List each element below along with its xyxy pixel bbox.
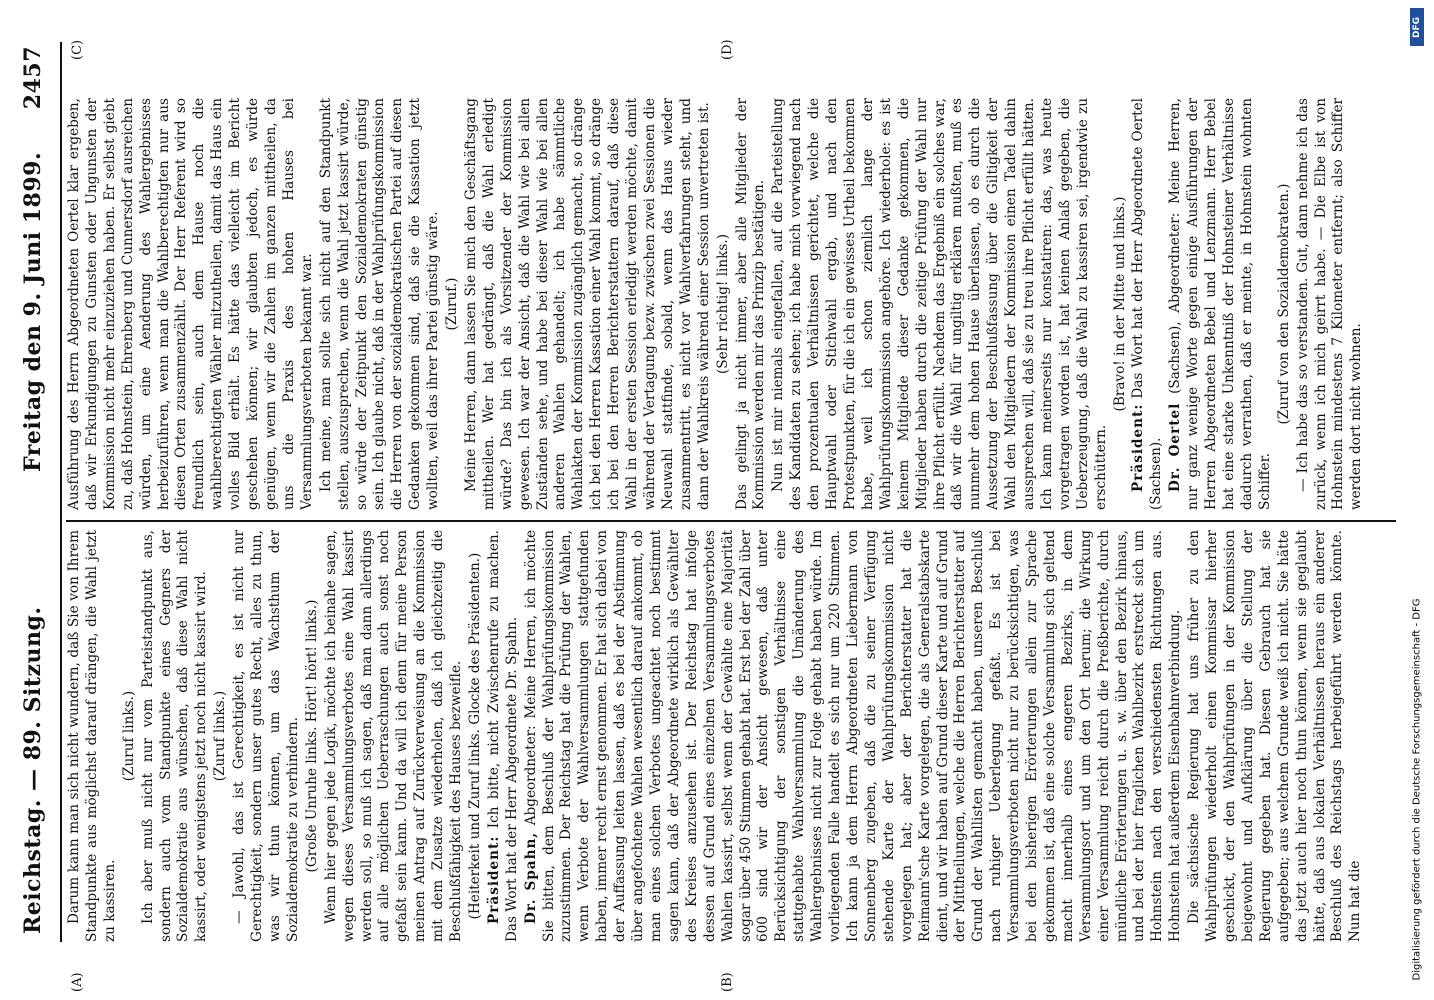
speaker-name: Präsident: [1130, 403, 1147, 492]
paragraph-text: (Sehr richtig! links.) [714, 233, 731, 375]
paragraph [486, 530, 522, 942]
digitization-note [1402, 20, 1432, 980]
paragraph [523, 530, 1186, 942]
paragraph [1186, 530, 1365, 942]
paragraph-text: (Sachsen), Abgeordneter: Meine Herren, nur ganz wenige Worte gegen einige Ausführungen der Herren Abgeordneten Bebel und Lenzmann. Herr Bebel hat eine starke Unkenntniß der Hohnsteiner Verhältnisse dadurch verrathen, daß er meinte, in Hohnstein wohnten Schiffer. [1167, 98, 1273, 510]
paragraph [467, 530, 485, 942]
paragraph [231, 530, 303, 942]
speaker-name: Dr. Oertel [1167, 402, 1184, 492]
paragraph [121, 530, 139, 942]
margin-mark-b: (B) [720, 972, 735, 992]
paragraph-text: (Zuruf von den Sozialdemokraten.) [1275, 183, 1292, 425]
paragraph [444, 98, 462, 510]
paragraph [140, 530, 212, 942]
paragraph-text: Ausführung des Herrn Abgeordneten Oertel klar ergeben, daß wir Erkundigungen zu Gunsten oder Ungunsten der Kommission nicht mehr einzuziehen haben. Er selbst giebt zu, daß Hohnstein, Ehrenberg und Cunnersdorf ausreichen würden, um eine Aenderung des Wahlergebnisses herbeizuführen, wenn man die Wahlberechtigten nur aus diesen Orten zusammenzählt. Der Herr Referent wird so freundlich sein, auch dem Hause noch die wahlberechtigten Wähler mitzutheilen, damit das Haus ein volles Bild erhält. Es hätte das vielleicht im Bericht geschehen können; wir glaubten jedoch, es würde genügen, wenn wir die Zahlen im ganzen mittheilen, da uns die Praxis des hohen Hauses bei Versammlungsverboten bekannt war. [66, 98, 315, 510]
dfg-logo: DFG [1410, 8, 1424, 46]
paragraph-text: (Heiterkeit und Zuruf links. Glocke des Präsidenten.) [466, 552, 483, 920]
margin-mark-a: (A) [70, 972, 85, 992]
paragraph-text: (Bravo! in der Mitte und links.) [1111, 196, 1128, 412]
paragraph [323, 530, 466, 942]
paragraph-text: — Jawohl, das ist Gerechtigkeit, es ist nicht nur Gerechtigkeit, sondern unser gutes Recht, alles zu thun, was wir thun können, um das Wachsthum der Sozialdemokratie zu verhindern. [231, 530, 301, 942]
paragraph [463, 98, 714, 510]
paragraph-text: Nun ist mir niemals eingefallen, auf die Parteistellung des Kandidaten zu sehen; ich habe mich vorwiegend nach den prozentualen Verhältnissen gerichtet, welche die Hauptwahl oder Stichwahl ergab, und nach den Protestpunkten, für die ich ein gewisses Urtheil bekommen habe, weil ich schon ziemlich lange der Wahlprüfungskommission angehöre. Ich wiederhole: es ist keinem Mitgliede dieser Gedanke gekommen, die Mitglieder haben durch die zeitige Prüfung der Wahl nur ihre Pflicht erfüllt. Nachdem das Ergebniß ein solches war, daß wir die Wahl für ungiltig erklären mußten, muß es nunmehr dem hohen Hause überlassen, ob es durch die Aussetzung der Beschlußfassung über die Giltigkeit der Wahl den Mitgliedern der Kommission einen Tadel dahin aussprechen will, daß sie zu treu ihre Pflicht erfüllt hätten. Ich kann meinerseits nur konstatiren: das, was heute vorgetragen worden ist, hat keinen Anlaß gegeben, die Ueberzeugung, daß die Wahl zu kassiren sei, irgendwie zu erschüttern. [770, 98, 1109, 510]
speaker-name: Präsident: [485, 835, 502, 924]
paragraph-text: (Zuruf.) [444, 277, 461, 331]
paragraph [770, 98, 1110, 510]
paragraph-text: Das gelingt ja nicht immer, aber alle Mitglieder der Kommission werden mir das Prinzip bestätigen. [733, 98, 768, 510]
page-number: 2457 [20, 46, 46, 110]
paragraph [304, 530, 322, 942]
paragraph-text: — Ich habe das so verstanden. Gut, dann nehme ich das zurück, wenn ich mich geirrt habe. — Die Elbe ist von Hohnstein mindestens 7 Kilometer entfernt; also Schiffer werden dort nicht wohnen. [1294, 98, 1365, 510]
digitization-note-text: Digitalisierung gefördert durch die Deutsche Forschungsgemeinschaft - DFG [1411, 598, 1423, 981]
paragraph [318, 98, 443, 510]
header-right-title: Freitag den 9. Juni 1899. [20, 151, 46, 472]
paragraph-text: Die sächsische Regierung hat uns früher zu den Wahlprüfungen wiederholt einen Kommissar hierher geschickt, der den Wahlprüfungen in der Kommission beigewohnt und Aufklärung über die Stellung der Regierung gegeben hat. Diesen Gebrauch hat sie aufgegeben; aus welchem Grunde weiß ich nicht. Sie hätte das jetzt auch hier noch thun können, wenn sie geglaubt hätte, daß aus lokalen Verhältnissen heraus ein anderer Beschluß des Reichstags herbeigeführt werden könnte. Nun hat die [1186, 530, 1364, 942]
paragraph [1167, 98, 1274, 510]
paragraph-text: Ich meine, man sollte sich nicht auf den Standpunkt stellen, auszusprechen, wenn die Wahl jetzt kassirt würde, so würde der Zeitpunkt den Sozialdemokraten günstig sein. Ich glaube nicht, daß in der Wahlprüfungskommission die Herren von der sozialdemokratischen Partei auf diesen Gedanken gekommen sind, daß sie die Kassation jetzt wollten, weil das ihrer Partei günstig wäre. [317, 98, 442, 510]
paragraph-text: (Große Unruhe links. Hört! hört! links.) [303, 599, 320, 873]
paragraph [734, 98, 770, 510]
paragraph-text: Darum kann man sich nicht wundern, daß Sie von Ihrem Standpunkte aus möglichst darauf drängen, die Wahl jetzt zu kassiren. [66, 530, 118, 942]
paragraph-text: Ich bitte, nicht Zwischenrufe zu machen. Das Wort hat der Herr Abgeordnete Dr. Spahn. [485, 530, 520, 942]
paragraph-text: Meine Herren, dann lassen Sie mich den Geschäftsgang mittheilen. Wer hat gedrängt, daß die Wahl erledigt würde? Das bin ich als Vorsitzender der Kommission gewesen. Ich war der Ansicht, daß die Wahl wie bei allen Zuständen sehe, und habe bei dieser Wahl wie bei allen anderen Wahlen gehandelt; ich habe sämmtliche Wahlakten der Kommission zugänglich gemacht, so dränge ich bei den Herren Kassation einer Wahl kommt, so dränge ich bei den Herren Berichterstattern darauf, daß diese Wahl in der ersten Session erledigt werden möchte, damit während der Vertagung bezw. zwischen zwei Sessionen die Neuwahl stattfinde, sobald, wenn das Haus wieder zusammentritt, es nicht vor Wahlverfahrungen steht, und dann der Wahlkreis während einer Session unvertreten ist. [462, 98, 712, 510]
column-divider [66, 520, 1396, 522]
paragraph [66, 530, 120, 942]
paragraph-text: Ich aber muß nicht nur vom Parteistandpunkt aus, sondern auch vom Standpunkte eines Gegners der Sozialdemokratie aus wünschen, daß diese Wahl nicht kassirt, oder wenigstens jetzt noch nicht kassirt wird. [139, 530, 210, 942]
paragraph-text: Das Wort hat der Herr Abgeordnete Oertel (Sachsen). [1130, 98, 1165, 510]
paragraph [1112, 98, 1130, 510]
paragraph [66, 98, 317, 510]
paragraph-text: (Zuruf links.) [120, 690, 137, 782]
paragraph [1276, 98, 1294, 510]
paragraph [1295, 98, 1367, 510]
margin-mark-c: (C) [70, 39, 85, 60]
left-column [66, 530, 1406, 942]
right-column [66, 98, 1406, 510]
paragraph [1130, 98, 1166, 510]
speaker-name: Dr. Spahn, [522, 831, 539, 924]
paragraph-text: Abgeordneter: Meine Herren, ich möchte Sie bitten, dem Beschluß der Wahlprüfungskommission zuzustimmen. Der Reichstag hat die Prüfung der Wahlen, wenn Verbote der Wahlversammlungen stattgefunden haben, immer recht ernst genommen. Er hat sich dabei von der Auffassung leiten lassen, daß es bei der Abstimmung über angefochtene Wahlen wesentlich darauf ankommt, ob man eines solchen Verbotes ungeachtet noch bestimmt sagen kann, daß der Abgeordnete wirklich als Gewählter des Kreises anzusehen ist. Der Reichstag hat infolge dessen auf Grund eines einzelnen Versammlungsverbotes Wahlen kassirt, selbst wenn der Gewählte eine Majorität sogar über 450 Stimmen gehabt hat. Erst bei der Zahl über 600 sind wir der Ansicht gewesen, daß unter Berücksichtigung der sonstigen Verhältnisse eine stattgehabte Wahlversammlung die Umänderung des Wahlergebnisses nicht zur Folge gehabt haben würde. Im vorliegenden Falle handelt es sich nur um 220 Stimmen. Ich kann ja dem Herrn Abgeordneten Liebermann von Sonnenberg zugeben, daß die zu seiner Verfügung stehende Karte der Wahlprüfungskommission nicht vorgelegen hat; aber der Berichterstatter hat die Reimann'sche Karte vorgelegen, die als Generalstabskarte dient, und wir haben auf Grund dieser Karte und auf Grund der Mittheilungen, welche die Herren Berichterstatter auf Grund der Wahllisten gemacht haben, unseren Beschluß nach ruhiger Ueberlegung gefaßt. Es ist bei Versammlungsverboten nicht nur zu berücksichtigen, was bei den bisherigen Erörterungen allein zur Sprache gekommen ist, daß eine solche Versammlung sich geltend macht innerhalb eines engeren Bezirks, in dem Versammlungsort und um den Ort herum; die Wirkung einer Versammlung reicht durch die Preßberichte, durch mündliche Erörterungen u. s. w. über den Bezirk hinaus, und bei der hier fraglichen Wahlbezirk erstreckt sich um Hohnstein nach den verschiedensten Richtungen aus. Hohnstein hat außerdem Eisenbahnverbindung. [522, 530, 1184, 942]
header-left-title: Reichstag. — 89. Sitzung. [20, 606, 46, 934]
paragraph [212, 530, 230, 942]
paragraph [715, 98, 733, 510]
margin-mark-d: (D) [720, 39, 735, 60]
paragraph-text: Wenn hier gegen jede Logik, möchte ich beinahe sagen, wegen dieses Versammlungsverbotes eine Wahl kassirt werden soll, so muß ich sagen, daß man dann allerdings auf alle möglichen Ueberraschungen auch sonst noch gefaßt sein kann. Und da will ich denn für meine Person meinen Antrag auf Zurückverweisung an die Kommission mit dem Zusatze wiederholen, daß ich gleichzeitig die Beschlußfähigkeit des Hauses bezweifle. [322, 530, 465, 942]
page-header [12, 42, 62, 942]
paragraph-text: (Zuruf links.) [212, 690, 229, 782]
